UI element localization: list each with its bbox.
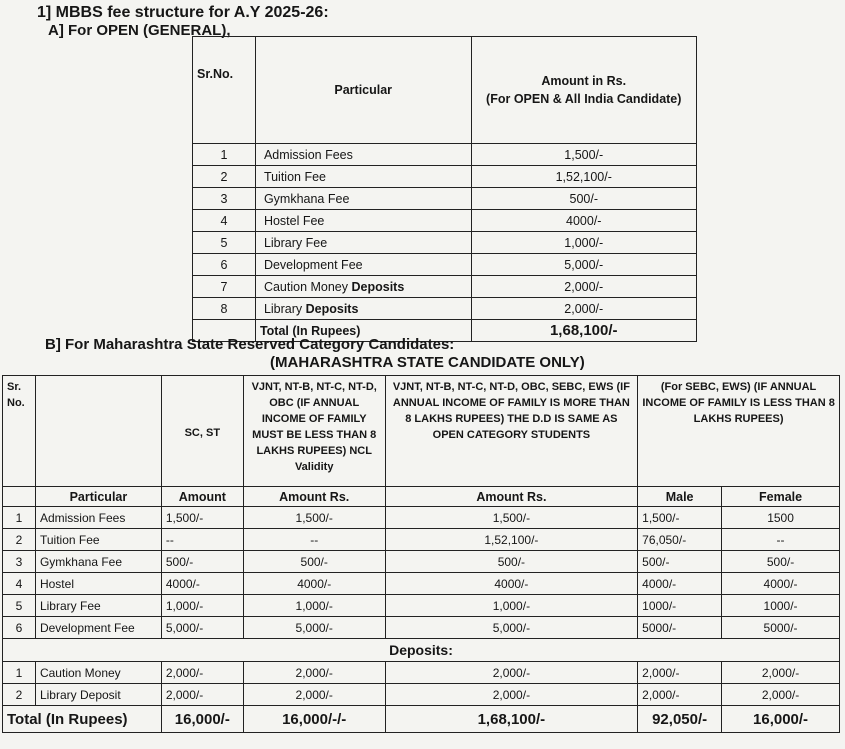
male-cell: 5000/- — [638, 617, 722, 639]
female-cell: 5000/- — [722, 617, 840, 639]
col-sr-no: Sr.No. — [193, 37, 256, 144]
male-cell: 2,000/- — [638, 662, 722, 684]
vjnt-more-cell: 4000/- — [385, 573, 638, 595]
heading-fee-structure: 1] MBBS fee structure for A.Y 2025-26: — [37, 4, 329, 21]
deposits-row — [3, 639, 840, 662]
particular-cell: Library Fee — [35, 595, 161, 617]
table-row — [3, 617, 840, 639]
sr-no-cell: 5 — [193, 232, 256, 254]
vjnt-more-cell: 2,000/- — [385, 684, 638, 706]
col-sebc-ews: (For SEBC, EWS) (IF ANNUAL INCOME OF FAMILY IS LESS THAN 8 LAKHS RUPEES) — [638, 376, 840, 487]
particular-cell — [255, 144, 471, 166]
vjnt-more-cell: 500/- — [385, 551, 638, 573]
table-row — [193, 276, 697, 298]
particular-cell: Development Fee — [35, 617, 161, 639]
particular-cell: Hostel — [35, 573, 161, 595]
total-vjnt-ncl: 16,000/-/- — [243, 706, 385, 733]
reserved-total-label: Total (In Rupees) — [3, 706, 162, 733]
deposits-label: Deposits: — [3, 639, 840, 662]
male-cell: 1,500/- — [638, 507, 722, 529]
female-cell: 1500 — [722, 507, 840, 529]
particular-bold-text: Deposits — [351, 279, 405, 294]
sr-no-cell: 4 — [193, 210, 256, 232]
amount-cell: 5,000/- — [471, 254, 697, 276]
vjnt-ncl-cell: 1,500/- — [243, 507, 385, 529]
table-row — [3, 662, 840, 684]
table-row — [3, 684, 840, 706]
particular-cell — [255, 210, 471, 232]
female-cell: 1000/- — [722, 595, 840, 617]
sub-female: Female — [722, 487, 840, 507]
reserved-category-fee-table — [2, 375, 840, 733]
sr-no-cell: 1 — [193, 144, 256, 166]
sr-no-cell: 2 — [193, 166, 256, 188]
particular-text: Admission Fees — [263, 147, 353, 162]
particular-cell: Gymkhana Fee — [35, 551, 161, 573]
sc-st-cell: 1,500/- — [161, 507, 243, 529]
particular-cell: Admission Fees — [35, 507, 161, 529]
sc-st-cell: 2,000/- — [161, 684, 243, 706]
table-row — [193, 144, 697, 166]
sub-male: Male — [638, 487, 722, 507]
sr-no-cell: 3 — [3, 551, 36, 573]
table-row — [193, 166, 697, 188]
total-vjnt-more: 1,68,100/- — [385, 706, 638, 733]
table-row — [3, 529, 840, 551]
amount-cell: 2,000/- — [471, 276, 697, 298]
particular-cell — [255, 188, 471, 210]
reserved-total-row — [3, 706, 840, 733]
col-sr-no: Sr. No. — [3, 376, 36, 487]
sc-st-cell: 4000/- — [161, 573, 243, 595]
sr-no-cell: 1 — [3, 507, 36, 529]
particular-text: Tuition Fee — [263, 169, 327, 184]
total-male: 92,050/- — [638, 706, 722, 733]
male-cell: 500/- — [638, 551, 722, 573]
table-row — [3, 507, 840, 529]
amount-cell: 1,000/- — [471, 232, 697, 254]
reserved-fee-rows — [3, 507, 840, 639]
total-sc-st: 16,000/- — [161, 706, 243, 733]
amount-cell: 1,500/- — [471, 144, 697, 166]
sub-header-row — [3, 487, 840, 507]
sr-no-cell: 2 — [3, 684, 36, 706]
particular-cell — [255, 254, 471, 276]
particular-cell — [255, 276, 471, 298]
col-amount-line2: (For OPEN & All India Candidate) — [486, 92, 682, 106]
total-amount: 1,68,100/- — [471, 320, 697, 342]
col-amount — [471, 37, 697, 144]
particular-cell — [255, 232, 471, 254]
female-cell: 4000/- — [722, 573, 840, 595]
female-cell: 2,000/- — [722, 662, 840, 684]
sr-no-cell: 4 — [3, 573, 36, 595]
sr-no-cell: 6 — [193, 254, 256, 276]
sub-amount-rs-ncl: Amount Rs. — [243, 487, 385, 507]
vjnt-ncl-cell: 1,000/- — [243, 595, 385, 617]
total-label: Total (In Rupees) — [255, 320, 471, 342]
sub-particular: Particular — [35, 487, 161, 507]
male-cell: 2,000/- — [638, 684, 722, 706]
male-cell: 76,050/- — [638, 529, 722, 551]
sc-st-cell: 1,000/- — [161, 595, 243, 617]
particular-text: Caution Money — [263, 279, 352, 294]
particular-text: Gymkhana Fee — [263, 191, 350, 206]
amount-cell: 1,52,100/- — [471, 166, 697, 188]
col-amount-line1: Amount in Rs. — [541, 74, 627, 88]
reserved-deposit-rows — [3, 662, 840, 706]
vjnt-more-cell: 5,000/- — [385, 617, 638, 639]
particular-cell: Caution Money — [35, 662, 161, 684]
table-row — [3, 573, 840, 595]
male-cell: 1000/- — [638, 595, 722, 617]
particular-text: Hostel Fee — [263, 213, 325, 228]
vjnt-ncl-cell: 2,000/- — [243, 662, 385, 684]
vjnt-more-cell: 1,000/- — [385, 595, 638, 617]
sr-no-cell: 5 — [3, 595, 36, 617]
vjnt-more-cell: 1,500/- — [385, 507, 638, 529]
sc-st-cell: 500/- — [161, 551, 243, 573]
vjnt-ncl-cell: 4000/- — [243, 573, 385, 595]
heading-maharashtra-only: (MAHARASHTRA STATE CANDIDATE ONLY) — [270, 354, 585, 371]
sr-no-cell: 8 — [193, 298, 256, 320]
vjnt-ncl-cell: 500/- — [243, 551, 385, 573]
table-row — [193, 232, 697, 254]
sr-no-cell: 6 — [3, 617, 36, 639]
table-row — [3, 551, 840, 573]
col-particular: Particular — [255, 37, 471, 144]
heading-open-general: A] For OPEN (GENERAL), — [48, 22, 231, 39]
sub-amount: Amount — [161, 487, 243, 507]
sub-sr-empty — [3, 487, 36, 507]
particular-text: Development Fee — [263, 257, 363, 272]
sr-no-cell: 2 — [3, 529, 36, 551]
vjnt-ncl-cell: 2,000/- — [243, 684, 385, 706]
female-cell: 2,000/- — [722, 684, 840, 706]
particular-cell — [255, 166, 471, 188]
particular-cell — [255, 298, 471, 320]
amount-cell: 2,000/- — [471, 298, 697, 320]
vjnt-more-cell: 2,000/- — [385, 662, 638, 684]
sr-no-cell: 3 — [193, 188, 256, 210]
total-female: 16,000/- — [722, 706, 840, 733]
col-vjnt-more-than-8-lakhs: VJNT, NT-B, NT-C, NT-D, OBC, SEBC, EWS (IF ANNUAL INCOME OF FAMILY IS MORE THAN 8 LAKHS RUPEES) THE D.D IS SAME AS OPEN CATEGORY STUDENTS — [385, 376, 638, 487]
vjnt-ncl-cell: -- — [243, 529, 385, 551]
male-cell: 4000/- — [638, 573, 722, 595]
sub-amount-rs-more: Amount Rs. — [385, 487, 638, 507]
table-row — [3, 595, 840, 617]
amount-cell: 500/- — [471, 188, 697, 210]
table-row — [193, 188, 697, 210]
open-fee-rows — [193, 144, 697, 320]
col-sc-st: SC, ST — [161, 376, 243, 487]
col-particular-empty — [35, 376, 161, 487]
particular-text: Library — [263, 301, 306, 316]
table-header-row — [193, 37, 697, 144]
sc-st-cell: -- — [161, 529, 243, 551]
open-general-fee-table — [192, 36, 697, 342]
table-row — [193, 210, 697, 232]
female-cell: 500/- — [722, 551, 840, 573]
vjnt-ncl-cell: 5,000/- — [243, 617, 385, 639]
sr-no-cell: 7 — [193, 276, 256, 298]
heading-maharashtra-reserved: B] For Maharashtra State Reserved Category Candidates: — [45, 336, 455, 353]
vjnt-more-cell: 1,52,100/- — [385, 529, 638, 551]
particular-bold-text: Deposits — [305, 301, 359, 316]
amount-cell: 4000/- — [471, 210, 697, 232]
particular-cell: Tuition Fee — [35, 529, 161, 551]
particular-cell: Library Deposit — [35, 684, 161, 706]
particular-text: Library Fee — [263, 235, 328, 250]
female-cell: -- — [722, 529, 840, 551]
table-row — [193, 254, 697, 276]
sc-st-cell: 2,000/- — [161, 662, 243, 684]
category-header-row — [3, 376, 840, 487]
table-row — [193, 298, 697, 320]
sc-st-cell: 5,000/- — [161, 617, 243, 639]
col-vjnt-ncl: VJNT, NT-B, NT-C, NT-D, OBC (IF ANNUAL INCOME OF FAMILY MUST BE LESS THAN 8 LAKHS RUPEES) NCL Validity — [243, 376, 385, 487]
sr-no-cell: 1 — [3, 662, 36, 684]
